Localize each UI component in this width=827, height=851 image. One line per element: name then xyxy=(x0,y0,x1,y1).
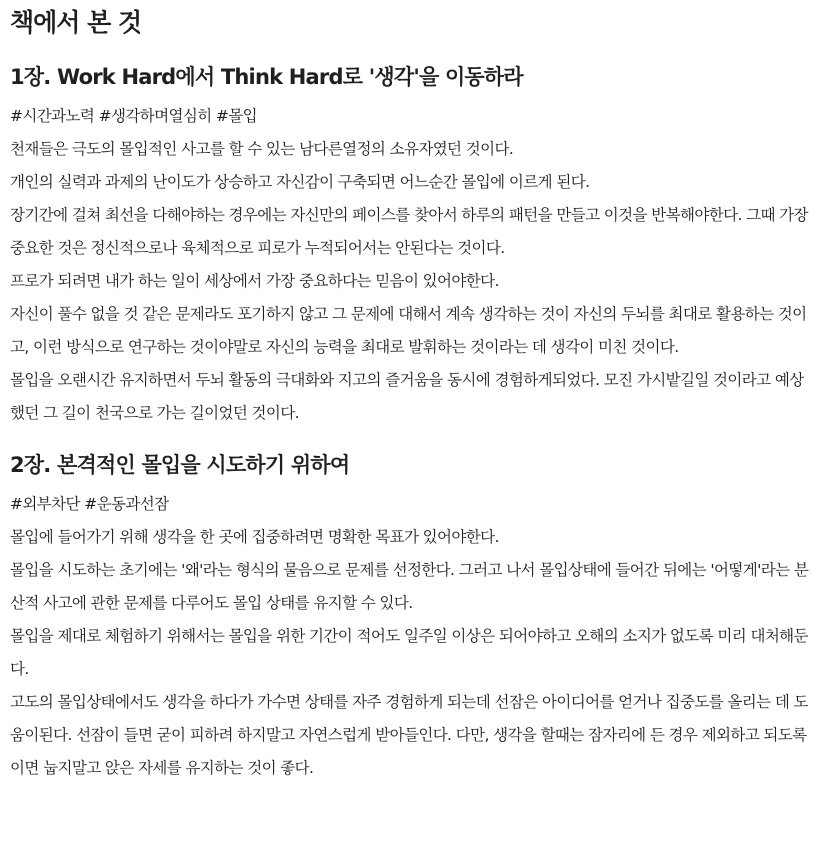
hashtags: #외부차단 #운동과선잠 xyxy=(10,495,169,513)
paragraph: 몰입을 시도하는 초기에는 '왜'라는 형식의 물음으로 문제를 선정한다. 그러고 나서 몰입상태에 들어간 뒤에는 '어떻게'라는 분산적 사고에 관한 문제를 다루어도 몰입 상태를 유지할 수 있다. xyxy=(10,561,809,612)
paragraph: 자신이 풀수 없을 것 같은 문제라도 포기하지 않고 그 문제에 대해서 계속 생각하는 것이 자신의 두뇌를 최대로 활용하는 것이고, 이런 방식으로 연구하는 것이야말로 자신의 능력을 최대로 발휘하는 것이라는 데 생각이 미친 것이다. xyxy=(10,305,807,356)
paragraph: 몰입에 들어가기 위해 생각을 한 곳에 집중하려면 명확한 목표가 있어야한다. xyxy=(10,528,499,546)
document-title: 책에서 본 것 xyxy=(10,8,142,37)
paragraph: 장기간에 걸쳐 최선을 다해야하는 경우에는 자신만의 페이스를 찾아서 하루의 패턴을 만들고 이것을 반복해야한다. 그때 가장 중요한 것은 정신적으로나 육체적으로 피로가 누적되어서는 안된다는 것이다. xyxy=(10,206,808,257)
chapter-heading: 1장. Work Hard에서 Think Hard로 '생각'을 이동하라 xyxy=(10,65,523,89)
paragraph: 천재들은 극도의 몰입적인 사고를 할 수 있는 남다른열정의 소유자였던 것이다. xyxy=(10,140,514,158)
chapter-1 xyxy=(10,62,817,430)
paragraph: 고도의 몰입상태에서도 생각을 하다가 가수면 상태를 자주 경험하게 되는데 선잠은 아이디어를 얻거나 집중도를 올리는 데 도움이된다. 선잠이 들면 굳이 피하려 하지말고 자연스럽게 받아들인다. 다만, 생각을 할때는 잠자리에 든 경우 제외하고 되도록이면 눕지말고 앉은 자세를 유지하는 것이 좋다. xyxy=(10,693,808,777)
hashtags: #시간과노력 #생각하며열심히 #몰입 xyxy=(10,107,258,125)
paragraph: 프로가 되려면 내가 하는 일이 세상에서 가장 중요하다는 믿음이 있어야한다. xyxy=(10,272,499,290)
paragraph: 몰입을 오랜시간 유지하면서 두뇌 활동의 극대화와 지고의 즐거움을 동시에 경험하게되었다. 모진 가시밭길일 것이라고 예상했던 그 길이 천국으로 가는 길이었던 것이다. xyxy=(10,371,804,422)
paragraph: 개인의 실력과 과제의 난이도가 상승하고 자신감이 구축되면 어느순간 몰입에 이르게 된다. xyxy=(10,173,590,191)
paragraph: 몰입을 제대로 체험하기 위해서는 몰입을 위한 기간이 적어도 일주일 이상은 되어야하고 오해의 소지가 없도록 미리 대처해둔다. xyxy=(10,627,808,678)
chapter-heading: 2장. 본격적인 몰입을 시도하기 위하여 xyxy=(10,453,350,477)
chapter-2 xyxy=(10,450,817,785)
